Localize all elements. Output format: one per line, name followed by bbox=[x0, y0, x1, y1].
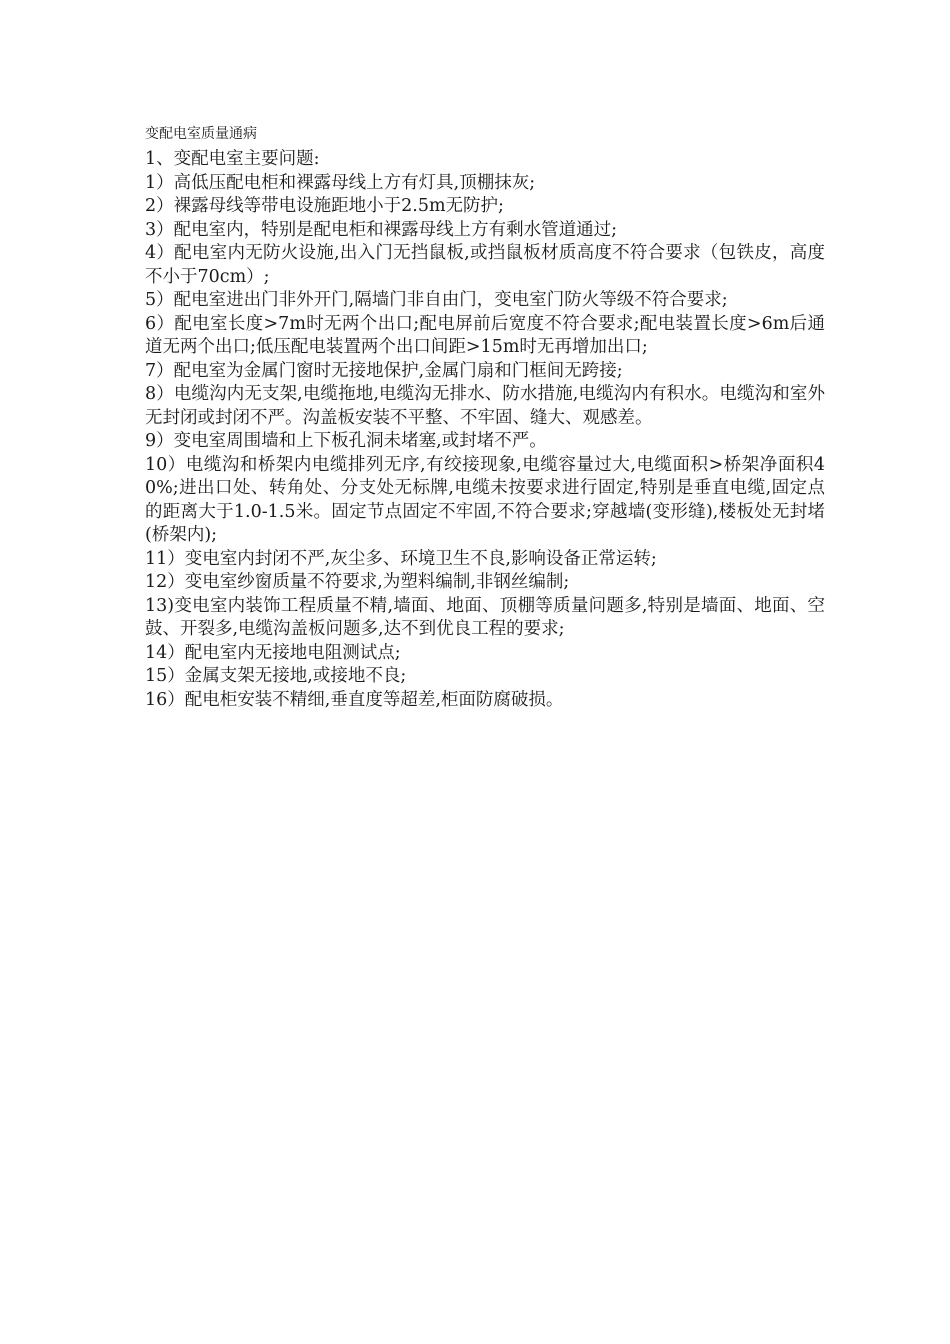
paragraph-item-13: 13)变电室内装饰工程质量不精,墙面、地面、顶棚等质量问题多,特别是墙面、地面、空鼓、开裂多,电缆沟盖板问题多,达不到优良工程的要求; bbox=[145, 595, 825, 639]
paragraph-item-15: 15）金属支架无接地,或接地不良; bbox=[145, 666, 407, 686]
paragraph-item-4: 4）配电室内无防火设施,出入门无挡鼠板,或挡鼠板材质高度不符合要求（包铁皮，高度不小于70cm）; bbox=[145, 243, 825, 287]
paragraph-item-12: 12）变电室纱窗质量不符要求,为塑料编制,非钢丝编制; bbox=[145, 572, 570, 592]
paragraph-item-7: 7）配电室为金属门窗时无接地保护,金属门扇和门框间无跨接; bbox=[145, 360, 623, 381]
paragraph-item-9: 9）变电室周围墙和上下板孔洞未堵塞,或封堵不严。 bbox=[145, 431, 547, 451]
paragraph-item-3: 3）配电室内，特别是配电柜和裸露母线上方有剩水管道通过; bbox=[145, 219, 618, 240]
document-title: 变配电室质量通病 bbox=[145, 126, 257, 142]
paragraph-item-6: 6）配电室长度>7m时无两个出口;配电屏前后宽度不符合要求;配电装置长度>6m后通道无两个出口;低压配电装置两个出口间距>15m时无再增加出口; bbox=[145, 313, 825, 357]
paragraph-item-14: 14）配电室内无接地电阻测试点; bbox=[145, 642, 401, 663]
document-body bbox=[145, 124, 825, 712]
paragraph-item-10: 10）电缆沟和桥架内电缆排列无序,有绞接现象,电缆容量过大,电缆面积>桥架净面积40%;进出口处、转角处、分支处无标牌,电缆未按要求进行固定,特别是垂直电缆,固定点的距离大于1.0-1.5米。固定节点固定不牢固,不符合要求;穿越墙(变形缝),楼板处无封堵(桥架内); bbox=[145, 454, 825, 545]
paragraph-item-5: 5）配电室进出门非外开门,隔墙门非自由门，变电室门防火等级不符合要求; bbox=[145, 290, 728, 310]
paragraph-item-1: 1）高低压配电柜和裸露母线上方有灯具,顶棚抹灰; bbox=[145, 172, 536, 193]
paragraph-item-2: 2）裸露母线等带电设施距地小于2.5m无防护; bbox=[145, 196, 504, 216]
paragraph-heading: 1、变配电室主要问题: bbox=[145, 149, 320, 169]
paragraph-item-8: 8）电缆沟内无支架,电缆拖地,电缆沟无排水、防水措施,电缆沟内有积水。电缆沟和室外无封闭或封闭不严。沟盖板安装不平整、不牢固、缝大、观感差。 bbox=[145, 384, 825, 428]
paragraph-item-16: 16）配电柜安装不精细,垂直度等超差,柜面防腐破损。 bbox=[145, 689, 564, 710]
paragraph-item-11: 11）变电室内封闭不严,灰尘多、环境卫生不良,影响设备正常运转; bbox=[145, 548, 657, 569]
